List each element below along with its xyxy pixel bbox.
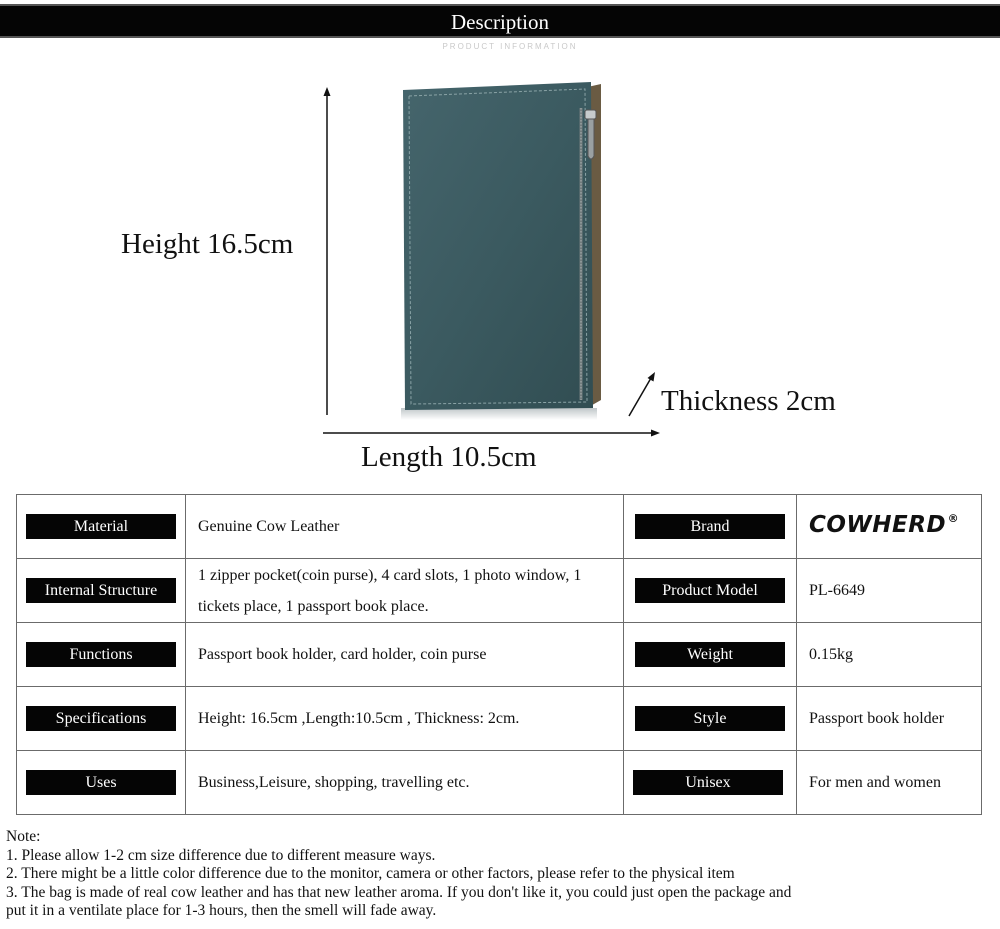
weight-value: 0.15kg: [797, 623, 982, 687]
unisex-value: For men and women: [797, 751, 982, 815]
specifications-label: Specifications: [26, 706, 176, 731]
table-row: [17, 687, 982, 751]
brand-logo: [809, 510, 960, 541]
brand-label: Brand: [635, 514, 785, 539]
product-model-value: PL-6649: [797, 559, 982, 623]
length-label: Length 10.5cm: [361, 441, 537, 473]
wallet-product-image: [395, 78, 610, 423]
internal-structure-label: Internal Structure: [26, 578, 176, 603]
unisex-label: Unisex: [633, 770, 783, 795]
label-cell: [17, 623, 186, 687]
length-arrowhead: [651, 430, 660, 437]
label-cell: [17, 559, 186, 623]
height-label: Height 16.5cm: [121, 228, 294, 260]
label-cell: [624, 751, 797, 815]
note-line: 1. Please allow 1-2 cm size difference due to different measure ways.: [6, 846, 436, 864]
page-subtitle: PRODUCT INFORMATION: [442, 42, 578, 51]
functions-value: Passport book holder, card holder, coin purse: [186, 623, 624, 687]
thickness-arrow: [629, 378, 651, 416]
brand-name: COWHERD: [809, 512, 947, 538]
page-title: Description: [451, 10, 549, 34]
uses-label: Uses: [26, 770, 176, 795]
notes-section: [6, 828, 996, 921]
label-cell: [624, 623, 797, 687]
internal-structure-value: 1 zipper pocket(coin purse), 4 card slots, 1 photo window, 1 tickets place, 1 passport book place.: [186, 559, 624, 623]
material-label: Material: [26, 514, 176, 539]
label-cell: [17, 751, 186, 815]
table-row: [17, 559, 982, 623]
material-value: Genuine Cow Leather: [186, 495, 624, 559]
label-cell: [624, 687, 797, 751]
table-row: [17, 751, 982, 815]
thickness-arrowhead: [648, 372, 656, 382]
style-value: Passport book holder: [797, 687, 982, 751]
notes-heading: Note:: [6, 828, 41, 845]
label-cell: [624, 559, 797, 623]
note-line: 3. The bag is made of real cow leather and has that new leather aroma. If you don't like it, you could just open the package and: [6, 883, 792, 901]
height-arrowhead: [324, 87, 331, 96]
table-row: [17, 495, 982, 559]
registered-mark: ®: [947, 512, 960, 525]
uses-value: Business,Leisure, shopping, travelling etc.: [186, 751, 624, 815]
weight-label: Weight: [635, 642, 785, 667]
thickness-label: Thickness 2cm: [661, 385, 836, 417]
label-cell: [17, 687, 186, 751]
product-model-label: Product Model: [635, 578, 785, 603]
functions-label: Functions: [26, 642, 176, 667]
brand-value-cell: [797, 495, 982, 559]
note-line: 2. There might be a little color difference due to the monitor, camera or other factors, please refer to the physical item: [6, 865, 735, 882]
spec-table: [16, 494, 982, 815]
label-cell: [17, 495, 186, 559]
table-row: [17, 623, 982, 687]
note-line: put it in a ventilate place for 1-3 hours, then the smell will fade away.: [6, 902, 437, 919]
label-cell: [624, 495, 797, 559]
specifications-value: Height: 16.5cm ,Length:10.5cm , Thickness: 2cm.: [186, 687, 624, 751]
style-label: Style: [635, 706, 785, 731]
